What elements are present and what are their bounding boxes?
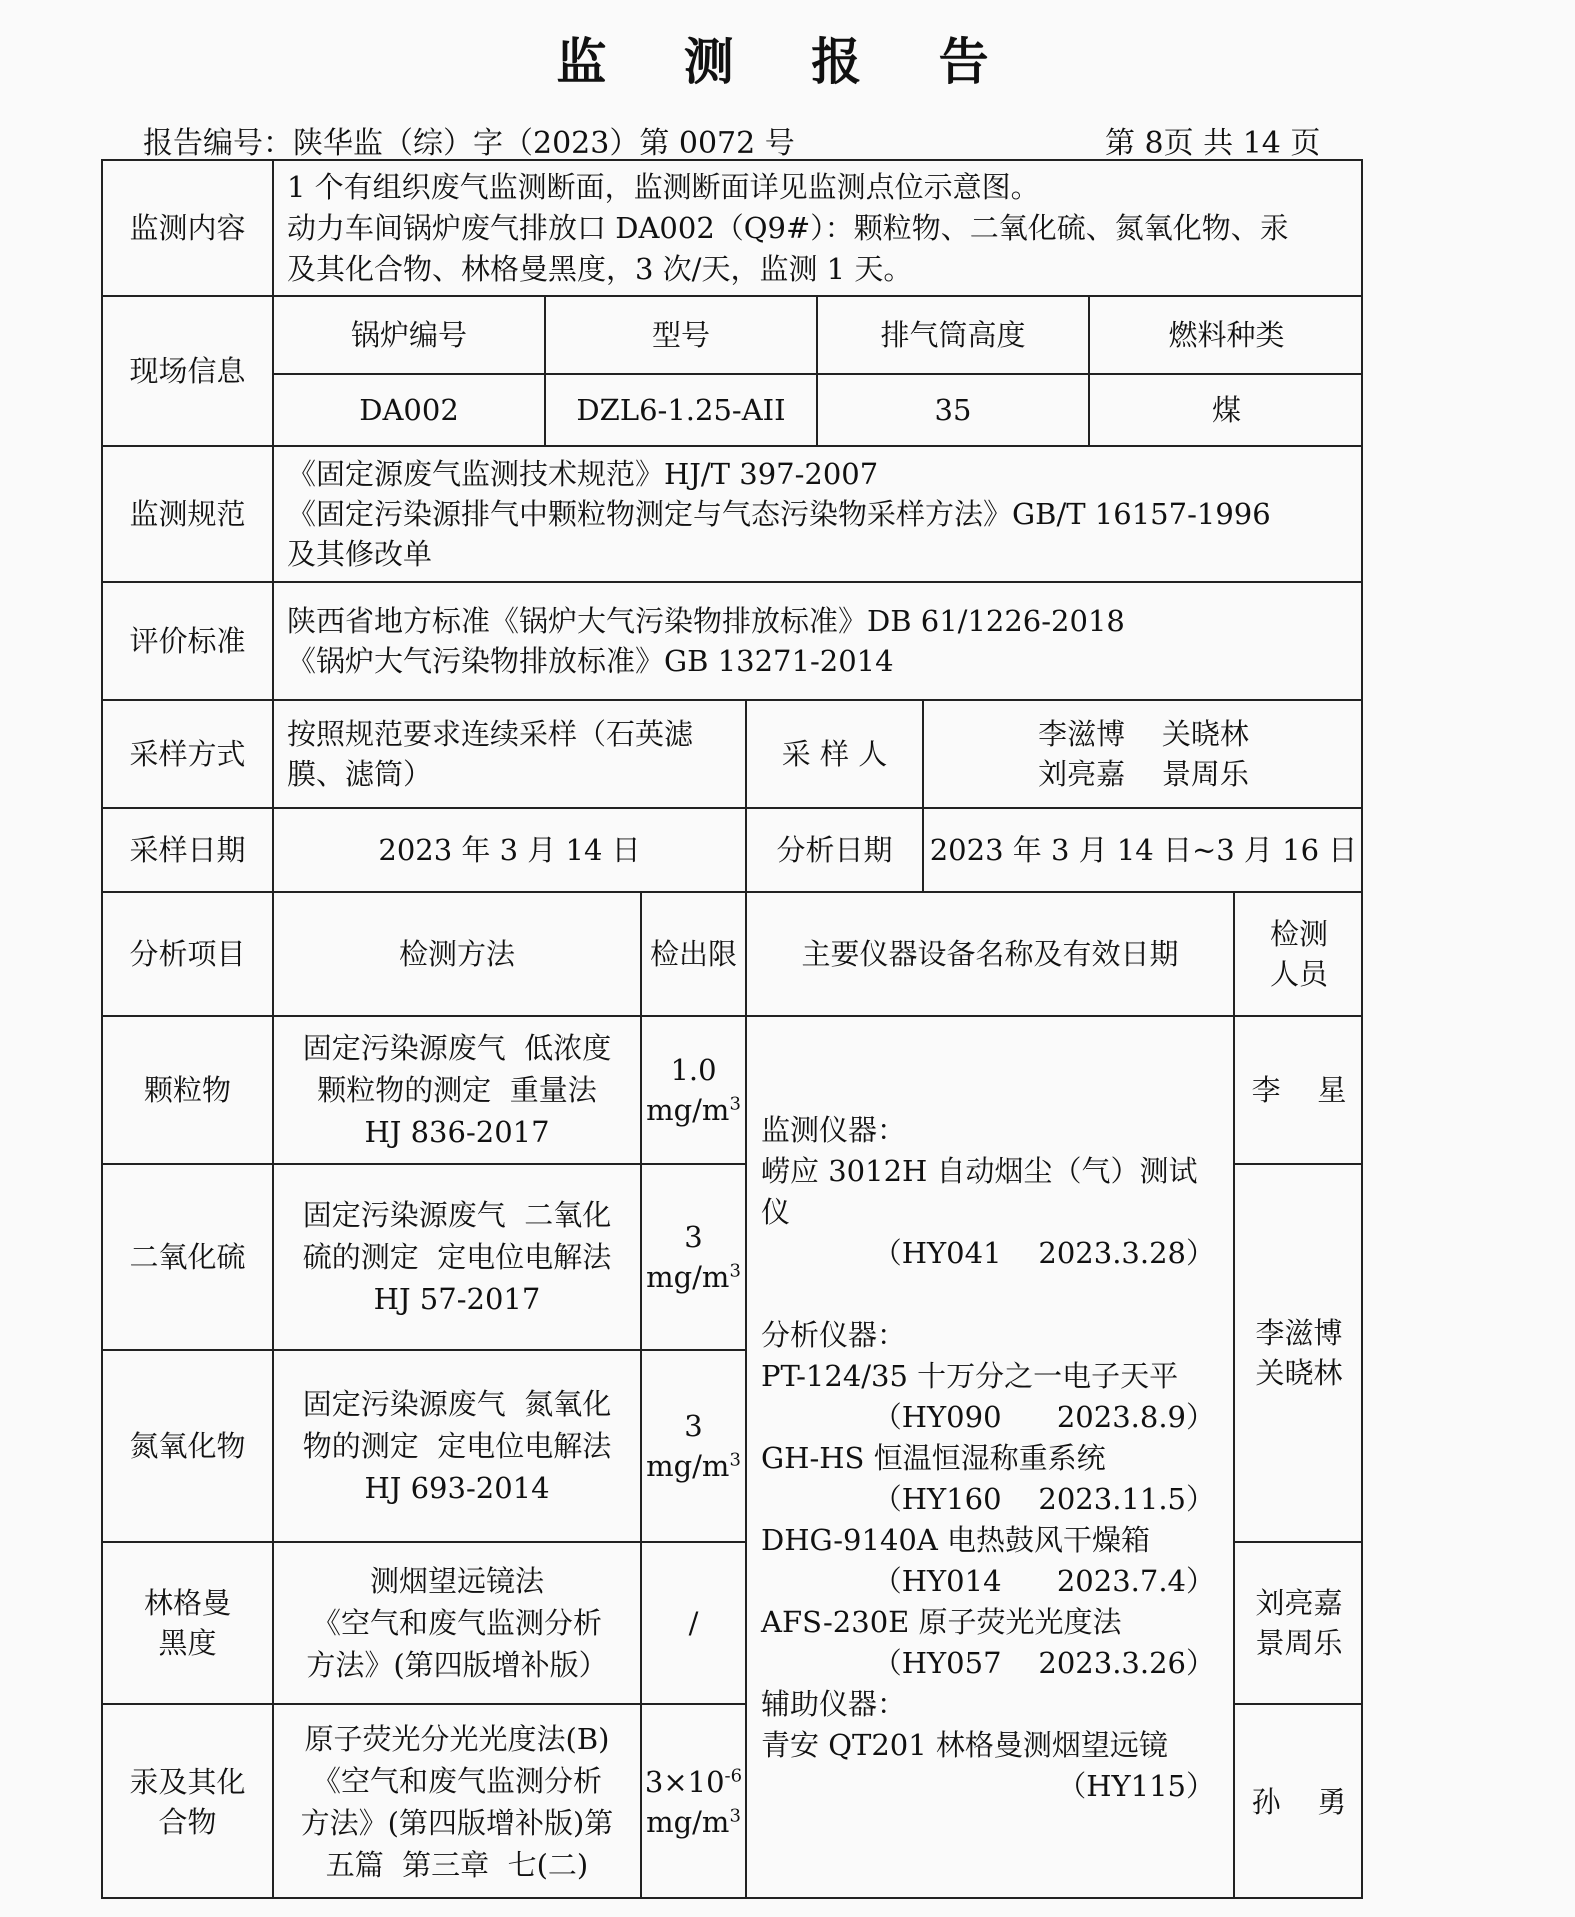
method-line: 《空气和废气监测分析 [311,1764,602,1798]
instrument-line: 崂应 3012H 自动烟尘（气）测试 [761,1153,1198,1188]
standard-line: 《锅炉大气污染物排放标准》GB 13271-2014 [287,644,894,678]
site-header-stack-height: 排气筒高度 [818,297,1090,375]
spec-line: 《固定源废气监测技术规范》HJ/T 397-2007 [287,457,879,491]
instrument-line: （HY057 2023.3.26） [872,1645,1215,1680]
instrument-line: AFS-230E 原子荧光光度法 [761,1604,1122,1639]
limit-value: 3 [684,1409,703,1443]
standard-value [274,583,1363,701]
monitor-content-label: 监测内容 [103,161,274,297]
analysis-method-nox [274,1351,642,1543]
report-table [101,159,1363,1899]
detection-limit-so2 [642,1165,747,1351]
instrument-line: 辅助仪器： [761,1686,907,1721]
sampling-method-value [274,701,747,809]
site-value-model: DZL6-1.25-AII [546,375,818,447]
monitor-content-line: 及其化合物、林格曼黑度，3 次/天，监测 1 天。 [287,251,913,286]
analysis-item-particulate: 颗粒物 [103,1017,274,1165]
instrument-line: 青安 QT201 林格曼测烟望远镜 [761,1727,1168,1762]
page-number: 第 8页 共 14 页 [1105,126,1321,161]
analysis-method-header: 检测方法 [274,893,642,1017]
instrument-line: （HY160 2023.11.5） [872,1481,1215,1516]
method-line: HJ 693-2014 [364,1471,550,1505]
report-number: 报告编号：陕华监（综）字（2023）第 0072 号 [143,126,795,161]
report-title: 监 测 报 告 [556,32,1019,91]
instrument-list [747,1017,1235,1899]
analysis-item-so2: 二氧化硫 [103,1165,274,1351]
sampling-date-label: 采样日期 [103,809,274,893]
method-line: 硫的测定 定电位电解法 [302,1240,612,1274]
method-line: 测烟望远镜法 [369,1564,544,1598]
sampling-method-line: 按照规范要求连续采样（石英滤 [287,717,694,751]
method-line: 物的测定 定电位电解法 [302,1429,612,1463]
analysis-method-ringelmann [274,1543,642,1705]
staff-name: 刘亮嘉 [1255,1586,1343,1620]
item-line: 汞及其化 [129,1765,246,1799]
analysis-method-mercury [274,1705,642,1899]
monitor-content-value [274,161,1363,297]
limit-value: 3 [684,1220,703,1254]
method-line: 方法》(第四版增补版)第 [300,1806,614,1840]
sampler-names-line: 李滋博 关晓林 [1038,717,1249,751]
staff-header-line: 检测 [1269,917,1328,951]
limit-value: 1.0 [670,1053,717,1087]
staff-particulate: 李 星 [1235,1017,1363,1165]
limit-unit: $mg/m^3$ [646,1449,741,1483]
sampler-names-line: 刘亮嘉 景周乐 [1038,757,1249,791]
instrument-line: （HY014 2023.7.4） [872,1563,1215,1598]
spec-value [274,447,1363,583]
site-value-stack-height: 35 [818,375,1090,447]
method-line: 方法》(第四版增补版） [306,1648,608,1682]
method-line: 五篇 第三章 七(二) [325,1848,589,1882]
instrument-line: 仪 [761,1194,791,1229]
instrument-header: 主要仪器设备名称及有效日期 [747,893,1235,1017]
monitor-content-line: 1 个有组织废气监测断面，监测断面详见监测点位示意图。 [287,169,1040,204]
sampler-label: 采 样 人 [747,701,924,809]
analysis-item-ringelmann [103,1543,274,1705]
analysis-date-label: 分析日期 [747,809,924,893]
staff-mercury: 孙 勇 [1251,1785,1347,1819]
limit-unit: $mg/m^3$ [646,1093,741,1127]
method-line: 固定污染源废气 二氧化 [302,1198,612,1232]
site-value-fuel: 煤 [1090,375,1363,447]
analysis-item-header: 分析项目 [103,893,274,1017]
spec-line: 及其修改单 [287,537,433,571]
limit-value: $3\times 10^{-6}$ [644,1765,743,1799]
detection-limit-particulate [642,1017,747,1165]
instrument-line: GH-HS 恒温恒湿称重系统 [761,1440,1106,1475]
analysis-method-so2 [274,1165,642,1351]
staff-gases [1235,1165,1363,1543]
detection-limit-mercury [642,1705,747,1899]
analysis-item-nox: 氮氧化物 [103,1351,274,1543]
instrument-line [761,1274,1223,1315]
limit-unit: $mg/m^3$ [646,1805,741,1839]
sampling-date-value: 2023 年 3 月 14 日 [274,809,747,893]
method-line: 固定污染源废气 低浓度 [302,1031,612,1065]
method-line: 原子荧光分光光度法(B) [304,1722,610,1756]
instrument-line: （HY115） [1057,1768,1215,1803]
instrument-line: （HY090 2023.8.9） [872,1399,1215,1434]
staff-name: 李滋博 [1255,1316,1343,1350]
spec-label: 监测规范 [103,447,274,583]
detection-limit-nox [642,1351,747,1543]
item-line: 黑度 [158,1626,217,1660]
detection-limit-header: 检出限 [642,893,747,1017]
item-line: 合物 [158,1805,217,1839]
sampler-names [924,701,1363,809]
site-value-boiler-no: DA002 [274,375,546,447]
instrument-line: PT-124/35 十万分之一电子天平 [761,1358,1179,1393]
staff-name: 景周乐 [1255,1626,1343,1660]
analysis-date-value: 2023 年 3 月 14 日~3 月 16 日 [924,809,1363,893]
staff-header [1235,893,1363,1017]
site-header-fuel: 燃料种类 [1090,297,1363,375]
instrument-line: 监测仪器： [761,1112,907,1147]
instrument-line: DHG-9140A 电热鼓风干燥箱 [761,1522,1151,1557]
site-header-boiler-no: 锅炉编号 [274,297,546,375]
monitor-content-line: 动力车间锅炉废气排放口 DA002（Q9#）：颗粒物、二氧化硫、氮氧化物、汞 [287,210,1289,245]
method-line: HJ 57-2017 [373,1282,541,1316]
method-line: 固定污染源废气 氮氧化 [302,1387,612,1421]
staff-ringelmann [1235,1543,1363,1705]
analysis-method-particulate [274,1017,642,1165]
method-line: 颗粒物的测定 重量法 [317,1073,597,1107]
standard-line: 陕西省地方标准《锅炉大气污染物排放标准》DB 61/1226-2018 [287,604,1125,638]
item-line: 林格曼 [143,1586,231,1620]
detection-limit-ringelmann: / [642,1543,747,1705]
sampling-method-label: 采样方式 [103,701,274,809]
site-info-label: 现场信息 [103,297,274,447]
staff-header-line: 人员 [1269,957,1328,991]
staff-name: 关晓林 [1255,1356,1343,1390]
analysis-item-mercury [103,1705,274,1899]
instrument-line: （HY041 2023.3.28） [872,1235,1215,1270]
limit-unit: $mg/m^3$ [646,1260,741,1294]
sampling-method-line: 膜、滤筒） [287,757,433,791]
method-line: HJ 836-2017 [364,1115,550,1149]
site-header-model: 型号 [546,297,818,375]
instrument-line: 分析仪器： [761,1317,907,1352]
spec-line: 《固定污染源排气中颗粒物测定与气态污染物采样方法》GB/T 16157-1996 [287,497,1271,531]
method-line: 《空气和废气监测分析 [311,1606,602,1640]
standard-label: 评价标准 [103,583,274,701]
